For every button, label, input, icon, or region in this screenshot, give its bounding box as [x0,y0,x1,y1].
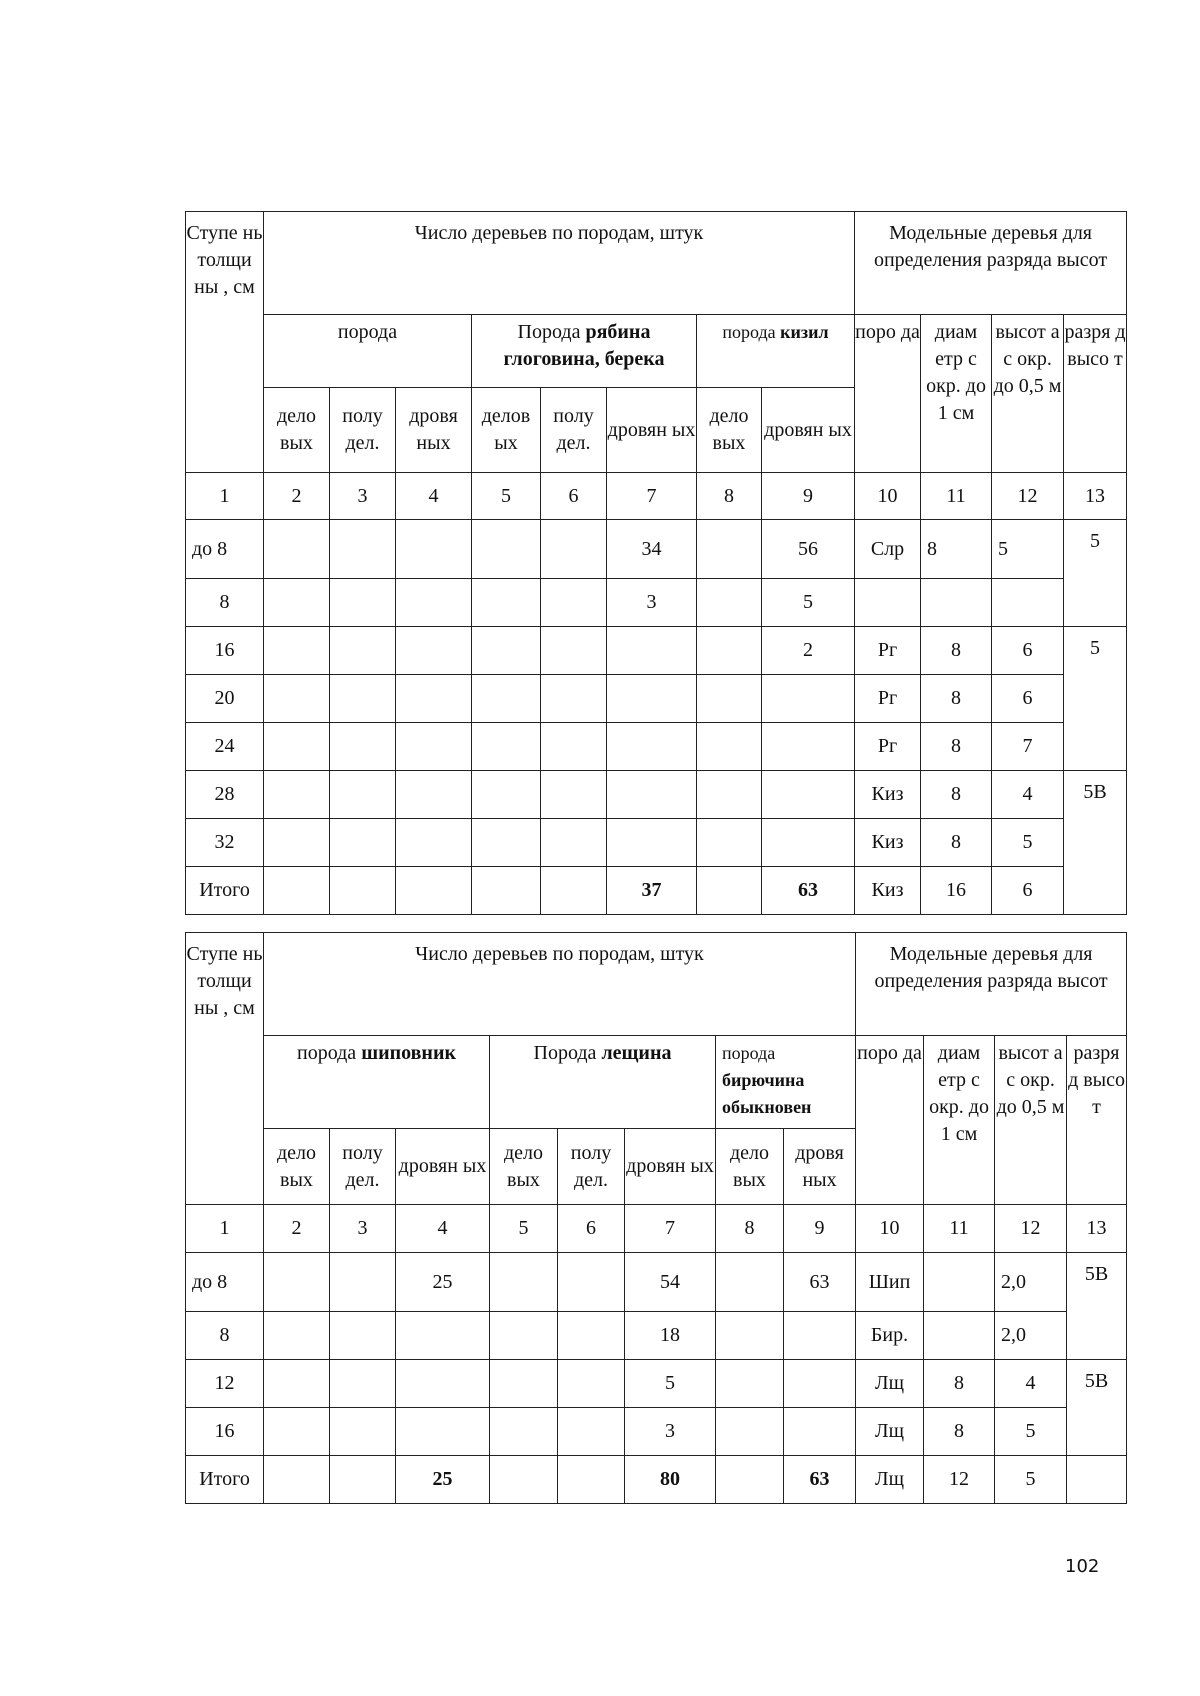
table-row: 16 2 Рг 8 6 5 [186,627,1127,675]
table-row: до 8 25 54 63 Шип 2,0 5В [186,1253,1127,1312]
model-col-class: разря д высо т [1064,315,1127,473]
model-col-height: высот а с окр. до 0,5 м [992,315,1064,473]
height-class-cell: 5В [1067,1253,1127,1360]
species-header-3: порода бирючина обыкновен [716,1036,856,1129]
page-number: 102 [1065,1556,1100,1577]
subcol-header: полу дел. [330,1129,396,1205]
model-col-species: поро да [855,315,921,473]
model-col-diameter: диам етр с окр. до 1 см [921,315,992,473]
species-header-2: Порода лещина [490,1036,716,1129]
model-trees-header: Модельные деревья для определения разряда высот [856,933,1127,1036]
stub-header: Ступе нь толщи ны , см [186,933,264,1205]
subcol-header: дровя ных [784,1129,856,1205]
model-col-diameter: диам етр с окр. до 1 см [924,1036,995,1205]
table-1 [185,211,1127,915]
table-row: до 8 34 56 Слр 8 5 5 [186,520,1127,579]
stub-header: Ступе нь толщи ны , см [186,212,264,473]
table-row: 8 3 5 [186,579,1127,627]
group-header: Число деревьев по породам, штук [264,933,856,1036]
species-header-1: порода [264,315,472,388]
species-header-1: порода шиповник [264,1036,490,1129]
subcol-header: дровян ых [396,1129,490,1205]
group-header: Число деревьев по породам, штук [264,212,855,315]
subcol-header: дело вых [716,1129,784,1205]
total-row: Итого 25 80 63 Лщ 12 5 [186,1456,1127,1504]
height-class-cell: 5В [1067,1360,1127,1456]
model-trees-header: Модельные деревья для определения разряда высот [855,212,1127,315]
height-class-cell: 5 [1064,627,1127,771]
subcol-header: дело вых [697,388,762,473]
height-class-cell: 5 [1064,520,1127,627]
subcol-header: полу дел. [541,388,607,473]
species-header-2: Порода рябина глоговина, берека [472,315,697,388]
height-class-cell: 5В [1064,771,1127,915]
subcol-header: полу дел. [558,1129,625,1205]
subcol-header: дровян ых [762,388,855,473]
subcol-header: дело вых [490,1129,558,1205]
model-col-species: поро да [856,1036,924,1205]
column-numbers-row: 1 2 3 4 5 6 7 8 9 10 11 12 13 [186,473,1127,520]
subcol-header: полу дел. [330,388,396,473]
subcol-header: дело вых [264,388,330,473]
table-2 [185,932,1127,1504]
total-row: Итого 37 63 Киз 16 6 [186,867,1127,915]
table-row: 24 Рг 8 7 [186,723,1127,771]
subcol-header: дело вых [264,1129,330,1205]
model-col-height: высот а с окр. до 0,5 м [995,1036,1067,1205]
table-row: 16 3 Лщ 8 5 [186,1408,1127,1456]
table-row: 8 18 Бир. 2,0 [186,1312,1127,1360]
subcol-header: дровя ных [396,388,472,473]
subcol-header: делов ых [472,388,541,473]
table-row: 32 Киз 8 5 [186,819,1127,867]
table-row: 12 5 Лщ 8 4 5В [186,1360,1127,1408]
table-row: 28 Киз 8 4 5В [186,771,1127,819]
column-numbers-row: 1 2 3 4 5 6 7 8 9 10 11 12 13 [186,1205,1127,1253]
subcol-header: дровян ых [607,388,697,473]
species-header-3: порода кизил [697,315,855,388]
table-row: 20 Рг 8 6 [186,675,1127,723]
subcol-header: дровян ых [625,1129,716,1205]
model-col-class: разря д высо т [1067,1036,1127,1205]
